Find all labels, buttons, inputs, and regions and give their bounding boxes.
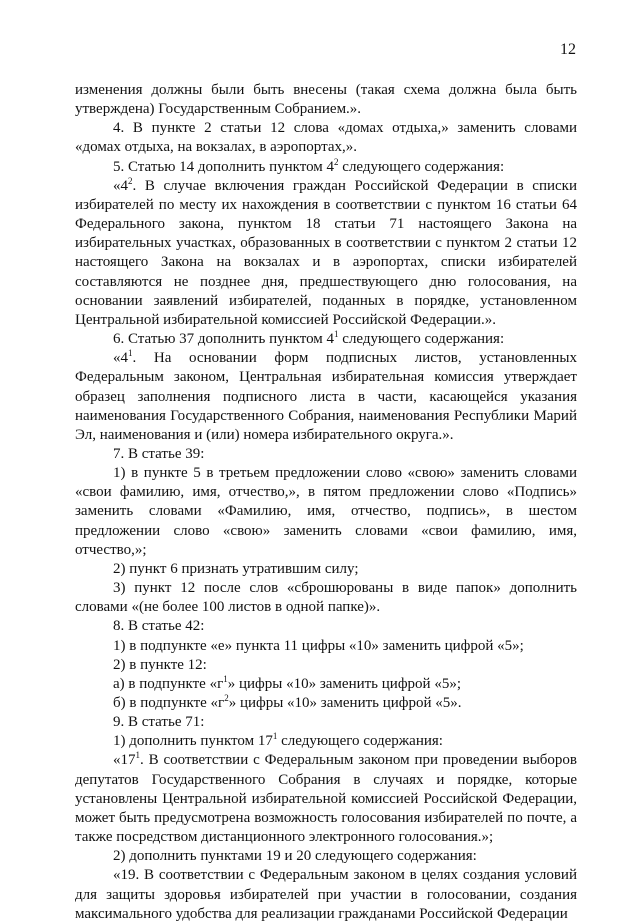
text-segment: б) в подпункте «г (113, 695, 225, 711)
paragraph (75, 617, 577, 636)
text-segment: изменения должны были быть внесены (такая схема должна была быть утверждена) Государственным Собранием.». (75, 82, 577, 118)
paragraph (75, 637, 577, 656)
paragraph (75, 732, 577, 751)
paragraph (75, 866, 577, 923)
text-segment: 2) дополнить пунктами 19 и 20 следующего содержания: (113, 848, 477, 865)
paragraph (75, 81, 577, 119)
superscript: 1 (272, 731, 278, 742)
text-segment: следующего содержания: (338, 158, 505, 175)
superscript: 1 (128, 348, 133, 359)
text-segment: 4. В пункте 2 статьи 12 слова «домах отдыха,» заменить словами «домах отдыха, на вокзалах, в аэропортах,». (75, 120, 577, 156)
paragraph (75, 349, 577, 445)
text-segment: 9. В статье 71: (113, 714, 205, 731)
text-segment: 3) пункт 12 после слов «сброшюрованы в виде папок» дополнить словами «(не более 100 листов в одной папке)». (75, 580, 577, 616)
paragraph (75, 656, 577, 675)
paragraph (75, 675, 577, 694)
text-segment: «19. В соответствии с Федеральным законом в целях создания условий для защиты здоровья избирателей при участии в голосовании, создания максимального удобства для реализации гражданами Российской Федерации (75, 867, 577, 922)
text-segment: . В случае включения граждан Российской Федерации в списки избирателей по месту их нахождения в соответствии с пунктом 16 статьи 64 Федерального закона, пунктом 18 статьи 71 настоящего Закона на избирательных участках, образованных в соответствии с пунктом 2 статьи 12 настоящего Закона на вокзалах и в аэропортах, списки избирателей составляются не позднее дня, предшествующего дню голосования, на основании заявлений избирателей, поданных в порядке, установленном Центральной избирательной комиссией Российской Федерации.». (75, 177, 577, 328)
text-segment: следующего содержания: (277, 733, 443, 750)
paragraph (75, 464, 577, 560)
paragraph (75, 560, 577, 579)
superscript: 2 (128, 175, 133, 186)
paragraph (75, 751, 577, 847)
paragraph (75, 445, 577, 464)
text-segment: 7. В статье 39: (113, 445, 205, 462)
superscript: 2 (334, 156, 339, 167)
text-segment: 5. Статью 14 дополнить пунктом 4 (113, 158, 335, 175)
text-segment: «4 (113, 177, 128, 194)
text-segment: . На основании форм подписных листов, установленных Федеральным законом, Центральная избирательная комиссия утверждает образец заполнения подписного листа в части, касающейся указания наименования Государственного Собрания, наименования Республики Марий Эл, наименования и (или) номера избирательного округа.». (75, 350, 577, 443)
text-segment: 1) дополнить пунктом 17 (113, 733, 273, 750)
text-segment: 1) в подпункте «е» пункта 11 цифры «10» заменить цифрой «5»; (113, 637, 524, 654)
paragraph (75, 694, 577, 713)
text-segment: » цифры «10» заменить цифрой «5». (228, 695, 462, 711)
text-segment: 8. В статье 42: (113, 618, 205, 635)
paragraph (75, 713, 577, 732)
paragraph (75, 847, 577, 866)
text-segment: 2) пункт 6 признать утратившим силу; (113, 560, 359, 577)
text-segment: » цифры «10» заменить цифрой «5»; (227, 675, 461, 692)
text-segment: 6. Статью 37 дополнить пунктом 4 (113, 331, 335, 348)
paragraph (75, 119, 577, 157)
superscript: 1 (135, 750, 140, 761)
text-segment: 2) в пункте 12: (113, 656, 207, 673)
superscript: 1 (223, 673, 228, 684)
paragraph (75, 330, 577, 349)
document-body (75, 81, 577, 924)
text-segment: 1) в пункте 5 в третьем предложении слово «свою» заменить словами «свои фамилию, имя, отчество,», в пятом предложении слово «Подпись» заменить словами «Фамилию, имя, отчество, подпись», в шестом предложении слово «свою» заменить словами «свои фамилию, имя, отчество,»; (75, 465, 577, 558)
text-segment: . В соответствии с Федеральным законом при проведении выборов депутатов Государственного Собрания в случаях и порядке, которые установлены Центральной избирательной комиссией Российской Федерации, может быть предусмотрена возможность голосования избирателей по почте, а также посредством дистанционного электронного голосования.»; (75, 752, 577, 846)
text-segment: «17 (113, 752, 136, 769)
text-segment: а) в подпункте «г (113, 675, 224, 692)
paragraph (75, 158, 577, 177)
superscript: 1 (334, 329, 339, 340)
paragraph (75, 177, 577, 330)
text-segment: «4 (113, 350, 128, 367)
page-number: 12 (560, 41, 576, 58)
text-segment: следующего содержания: (338, 331, 505, 348)
superscript: 2 (224, 693, 229, 703)
paragraph (75, 579, 577, 617)
